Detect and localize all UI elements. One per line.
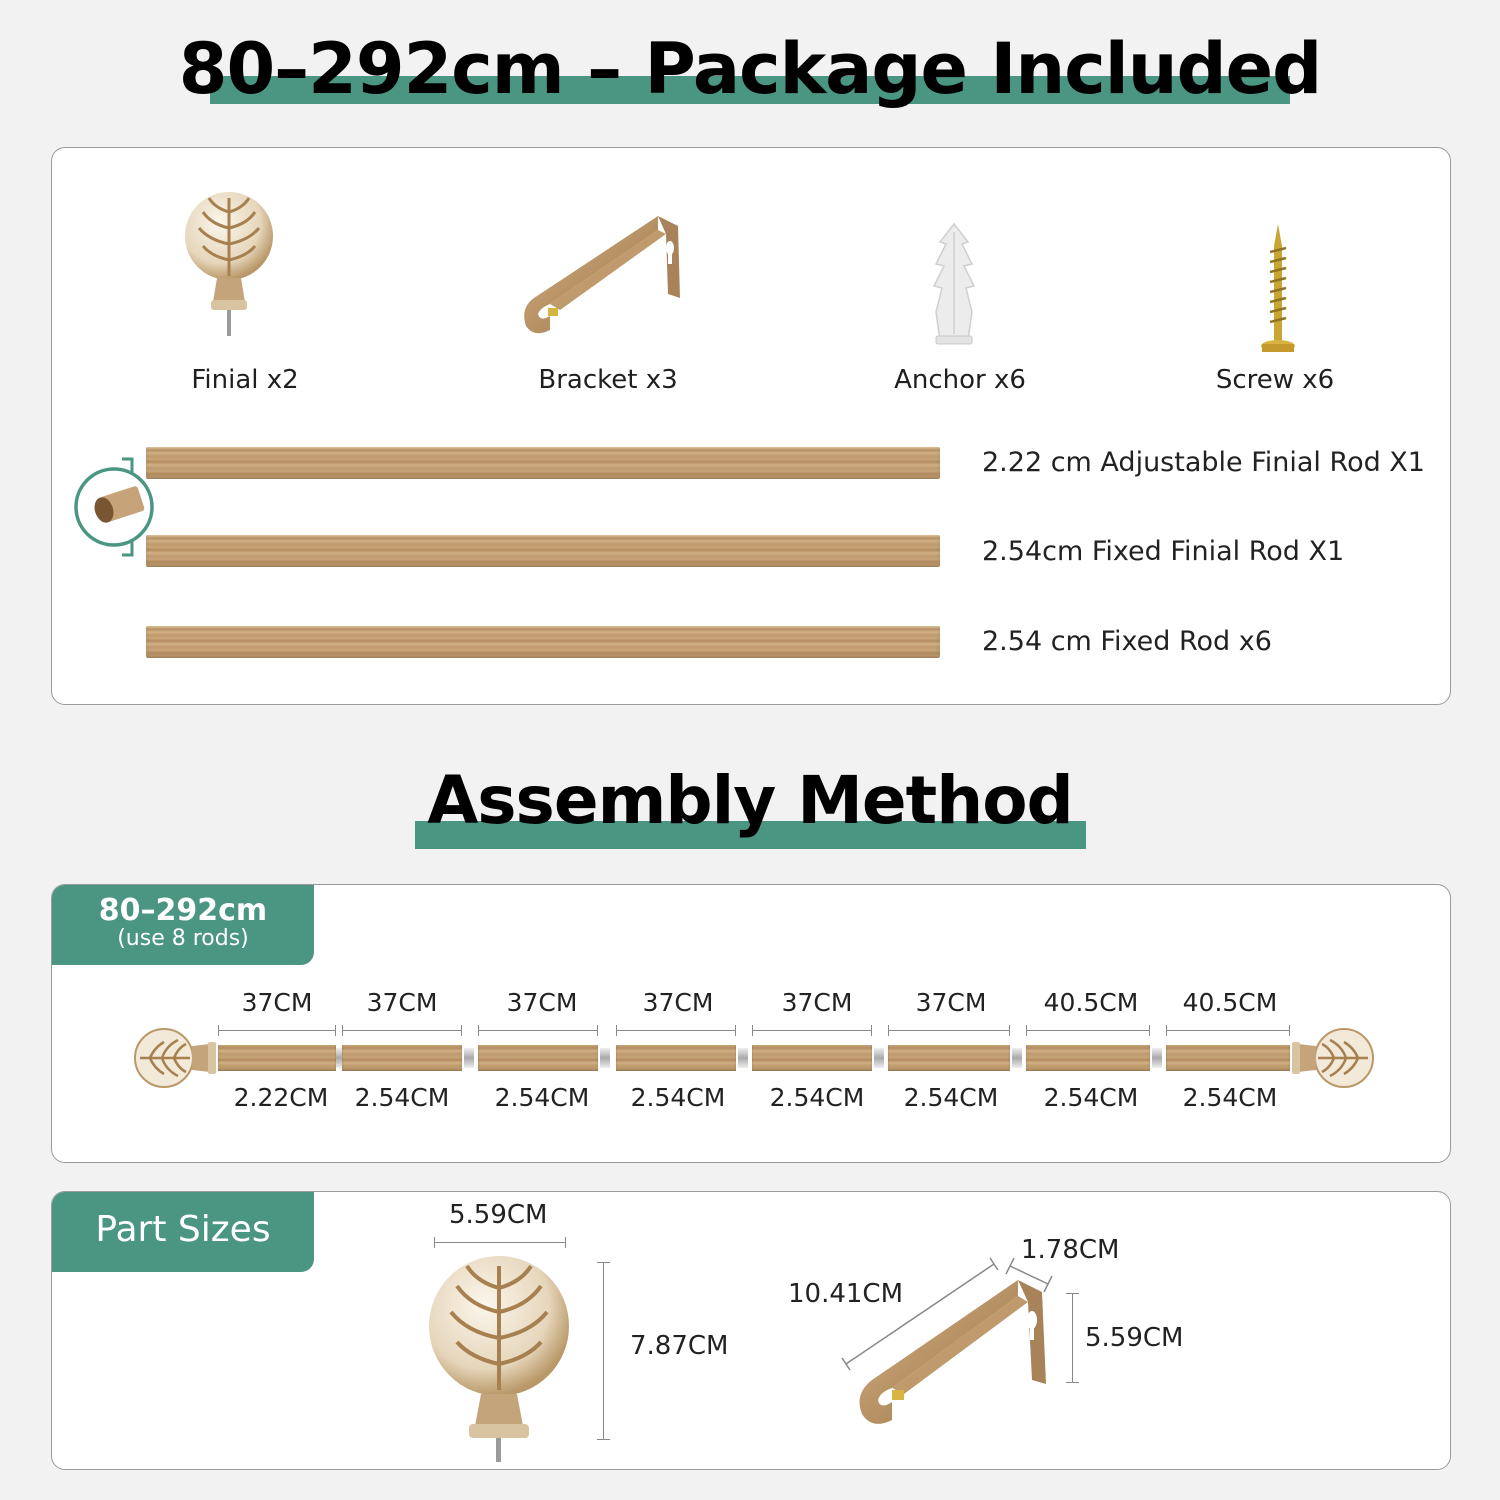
- rod-connector: [1152, 1048, 1162, 1068]
- segment-diameter-label: 2.54CM: [354, 1083, 450, 1112]
- assembly-rod-segment: [752, 1045, 872, 1071]
- bracket-height-dimension: [1072, 1293, 1073, 1383]
- assembly-title: Assembly Method: [427, 762, 1073, 839]
- finial-width-dimension: [434, 1242, 566, 1243]
- anchor-icon: [928, 222, 980, 348]
- item-label-anchor: Anchor x6: [894, 365, 1026, 395]
- rod-connector: [874, 1048, 884, 1068]
- segment-diameter-label: 2.54CM: [630, 1083, 726, 1112]
- rod-connector: [600, 1048, 610, 1068]
- segment-length-label: 37CM: [506, 988, 578, 1017]
- length-dimension-line: [1026, 1030, 1150, 1031]
- length-dimension-line: [616, 1030, 736, 1031]
- assembly-rod-segment: [1166, 1045, 1290, 1071]
- length-dimension-line: [218, 1030, 336, 1031]
- rod-label-fixed-finial: 2.54cm Fixed Finial Rod X1: [982, 536, 1345, 567]
- fixed-rod: [146, 626, 940, 658]
- segment-diameter-label: 2.22CM: [233, 1083, 329, 1112]
- rod-connector: [464, 1048, 474, 1068]
- segment-length-label: 37CM: [781, 988, 853, 1017]
- length-dimension-line: [478, 1030, 598, 1031]
- segment-length-label: 40.5CM: [1043, 988, 1139, 1017]
- rod-connector: [738, 1048, 748, 1068]
- part-sizes-tab: [52, 1192, 314, 1272]
- segment-diameter-label: 2.54CM: [1043, 1083, 1139, 1112]
- rod-label-fixed: 2.54 cm Fixed Rod x6: [982, 626, 1272, 657]
- item-label-finial: Finial x2: [191, 365, 299, 395]
- rod-connector: [1012, 1048, 1022, 1068]
- segment-length-label: 37CM: [241, 988, 313, 1017]
- part-sizes-tab-title: Part Sizes: [95, 1209, 271, 1250]
- segment-diameter-label: 2.54CM: [494, 1083, 590, 1112]
- assembly-tab-title: 80–292cm: [98, 893, 268, 928]
- rod-label-adjustable: 2.22 cm Adjustable Finial Rod X1: [982, 447, 1425, 478]
- length-dimension-line: [1166, 1030, 1290, 1031]
- screw-icon: [1258, 222, 1298, 358]
- item-label-screw: Screw x6: [1215, 365, 1335, 395]
- finial-size-icon: [425, 1254, 573, 1464]
- length-dimension-line: [752, 1030, 872, 1031]
- adjustable-finial-rod: [146, 447, 940, 479]
- segment-length-label: 37CM: [642, 988, 714, 1017]
- assembly-panel: [51, 884, 1451, 1163]
- page-title: 80–292cm – Package Included: [178, 28, 1322, 110]
- finial-height-dimension: [603, 1262, 604, 1440]
- bracket-length-label: 10.41CM: [788, 1279, 904, 1309]
- finial-height-label: 7.87CM: [630, 1331, 729, 1361]
- assembly-rod-segment: [888, 1045, 1010, 1071]
- length-dimension-line: [888, 1030, 1010, 1031]
- assembly-rod-segment: [616, 1045, 736, 1071]
- assembly-tab-subtitle: (use 8 rods): [117, 926, 249, 951]
- fixed-finial-rod: [146, 535, 940, 567]
- part-sizes-panel: [51, 1191, 1451, 1470]
- assembly-rod-segment: [218, 1045, 336, 1071]
- segment-diameter-label: 2.54CM: [1182, 1083, 1278, 1112]
- length-dimension-line: [342, 1030, 462, 1031]
- item-label-bracket: Bracket x3: [538, 365, 678, 395]
- bracket-width-label: 1.78CM: [1021, 1235, 1120, 1265]
- segment-diameter-label: 2.54CM: [903, 1083, 999, 1112]
- finial-icon: [183, 180, 275, 340]
- finial-width-label: 5.59CM: [449, 1200, 548, 1230]
- assembly-rod-segment: [1026, 1045, 1150, 1071]
- assembly-tab: [52, 885, 314, 965]
- bracket-size-icon: [850, 1276, 1055, 1436]
- segment-diameter-label: 2.54CM: [769, 1083, 865, 1112]
- left-finial-icon: [132, 1024, 222, 1094]
- segment-length-label: 40.5CM: [1182, 988, 1278, 1017]
- segment-length-label: 37CM: [915, 988, 987, 1017]
- assembly-rod-segment: [342, 1045, 462, 1071]
- bracket-icon: [516, 212, 686, 342]
- assembly-rod-segment: [478, 1045, 598, 1071]
- bracket-height-label: 5.59CM: [1085, 1323, 1184, 1353]
- segment-length-label: 37CM: [366, 988, 438, 1017]
